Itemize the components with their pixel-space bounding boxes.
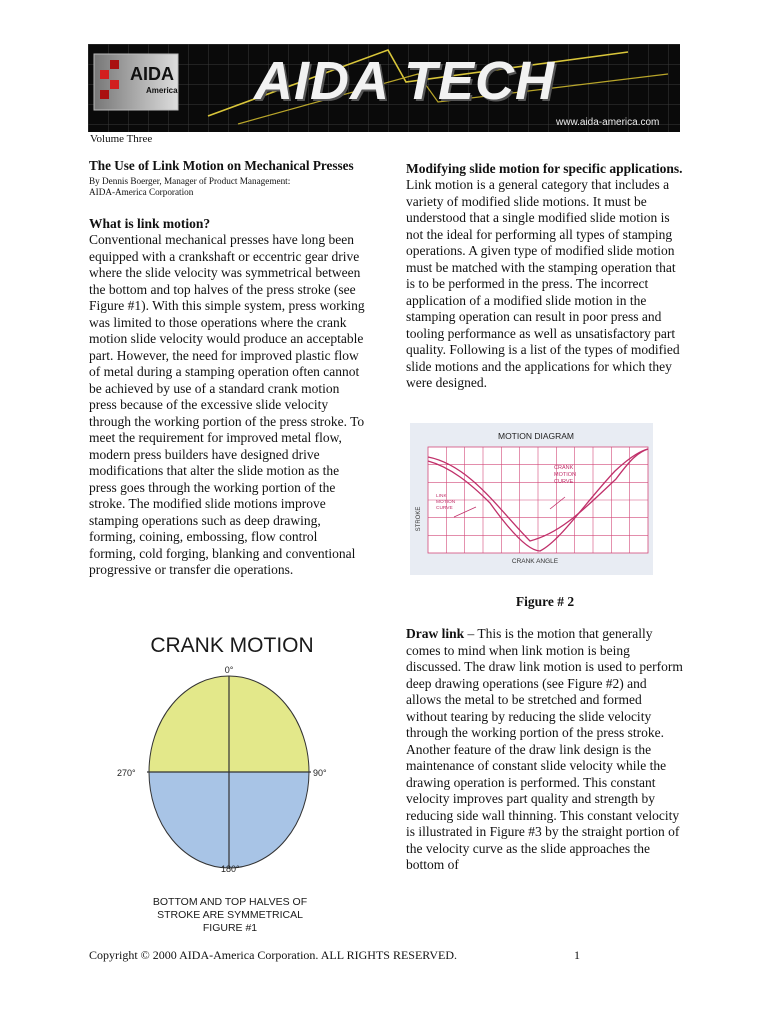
- crank-motion-diagram: [117, 626, 347, 942]
- draw-link-section: [406, 626, 684, 874]
- right-column: [406, 160, 684, 392]
- motion-diagram-grid: [428, 447, 648, 553]
- figure2-xlabel: CRANK ANGLE: [511, 558, 559, 565]
- figure1-label-bottom: 180°: [221, 864, 240, 874]
- section2-heading: Modifying slide motion for specific applications.: [406, 161, 683, 176]
- section1-body: Conventional mechanical presses have long been equipped with a crankshaft or eccentric gear drive where the slide velocity was symmetrical between the bottom and top halves of the press stroke (see Figure #1). With this simple system, press working was limited to those operations where the crank motion slide velocity would produce an acceptable part. However, the need for improved plastic flow of metal during a stamping operation often cannot be achieved by use of a standard crank motion press because of the excessive slide velocity through the working portion of the press stroke. To meet the requirement for improved metal flow, modern press builders have designed drive modifications that alter the slide motion as the press goes through the working portion of the stroke. The modified slide motions improve stamping operations such as deep drawing, forming, coining, embossing, flow control forming, cold forging, blanking and conventional progressive or transfer die operations.: [89, 232, 365, 577]
- draw-link-paragraph: [406, 626, 684, 874]
- figure2-caption: Figure # 2: [515, 594, 575, 609]
- figure1-caption-3: FIGURE #1: [202, 922, 258, 934]
- motion-diagram: [410, 423, 653, 575]
- link-label-2: MOTION: [436, 500, 456, 505]
- figure1-caption-2: STROKE ARE SYMMETRICAL: [157, 909, 303, 921]
- section1-heading: What is link motion?: [89, 216, 211, 231]
- logo-subtext: America: [146, 86, 178, 95]
- draw-link-body: – This is the motion that generally comes to mind when link motion is being discussed. The draw link motion is used to perform deep drawing operations (see Figure #2) and allows the metal to be stretched and formed without tearing by reducing the slide velocity through the working portion of the press stroke. Another feature of the draw link design is the maintenance of constant slide velocity while the drawing operation is performed. This constant velocity improves part quality and strength by reducing side wall thinning. This constant velocity is illustrated in Figure #3 by the straight portion of the velocity curve as the slide approaches the bottom of: [406, 626, 683, 872]
- copyright: Copyright © 2000 AIDA-America Corporation. ALL RIGHTS RESERVED.: [89, 948, 458, 962]
- figure-1: [117, 626, 347, 942]
- banner-url: www.aida-america.com: [556, 117, 660, 128]
- figure-2: [410, 423, 653, 575]
- page-number: 1: [574, 948, 580, 962]
- link-label-3: CURVE: [436, 506, 453, 511]
- crank-label-1: CRANK: [554, 465, 574, 471]
- byline-author: By Dennis Boerger, Manager of Product Management:: [89, 176, 291, 186]
- volume-label: Volume Three: [90, 133, 153, 145]
- figure2-ylabel: STROKE: [416, 506, 422, 532]
- link-label-1: LINK: [436, 494, 447, 499]
- figure1-caption-1: BOTTOM AND TOP HALVES OF: [152, 896, 308, 908]
- byline-company: AIDA-America Corporation: [89, 187, 194, 197]
- draw-link-term: Draw link: [406, 626, 465, 641]
- banner-title: AIDA TECH: [254, 51, 555, 111]
- figure1-label-left: 270°: [117, 768, 136, 778]
- figure1-label-top: 0°: [224, 665, 234, 675]
- figure1-label-right: 90°: [313, 768, 327, 778]
- figure2-title: MOTION DIAGRAM: [497, 431, 575, 441]
- section2-body: Link motion is a general category that includes a variety of modified slide motions. It must be understood that a single modified slide motion is not the ideal for performing all types of stamping operations. A given type of modified slide motion must be matched with the stamping operation that is to be performed in the press. The incorrect application of a modified slide motion in the stamping operation can result in poor press and tooling performance as well as unsatisfactory part quality. Following is a list of the types of modified slide motions and the applications for which they were designed.: [406, 177, 680, 390]
- article-title: The Use of Link Motion on Mechanical Presses: [89, 158, 354, 173]
- header-banner: [88, 44, 680, 132]
- crank-label-2: MOTION: [554, 472, 576, 478]
- figure1-title: CRANK MOTION: [150, 634, 314, 657]
- logo-text: AIDA: [130, 64, 174, 84]
- crank-label-3: CURVE: [554, 479, 574, 485]
- left-column: [89, 158, 367, 579]
